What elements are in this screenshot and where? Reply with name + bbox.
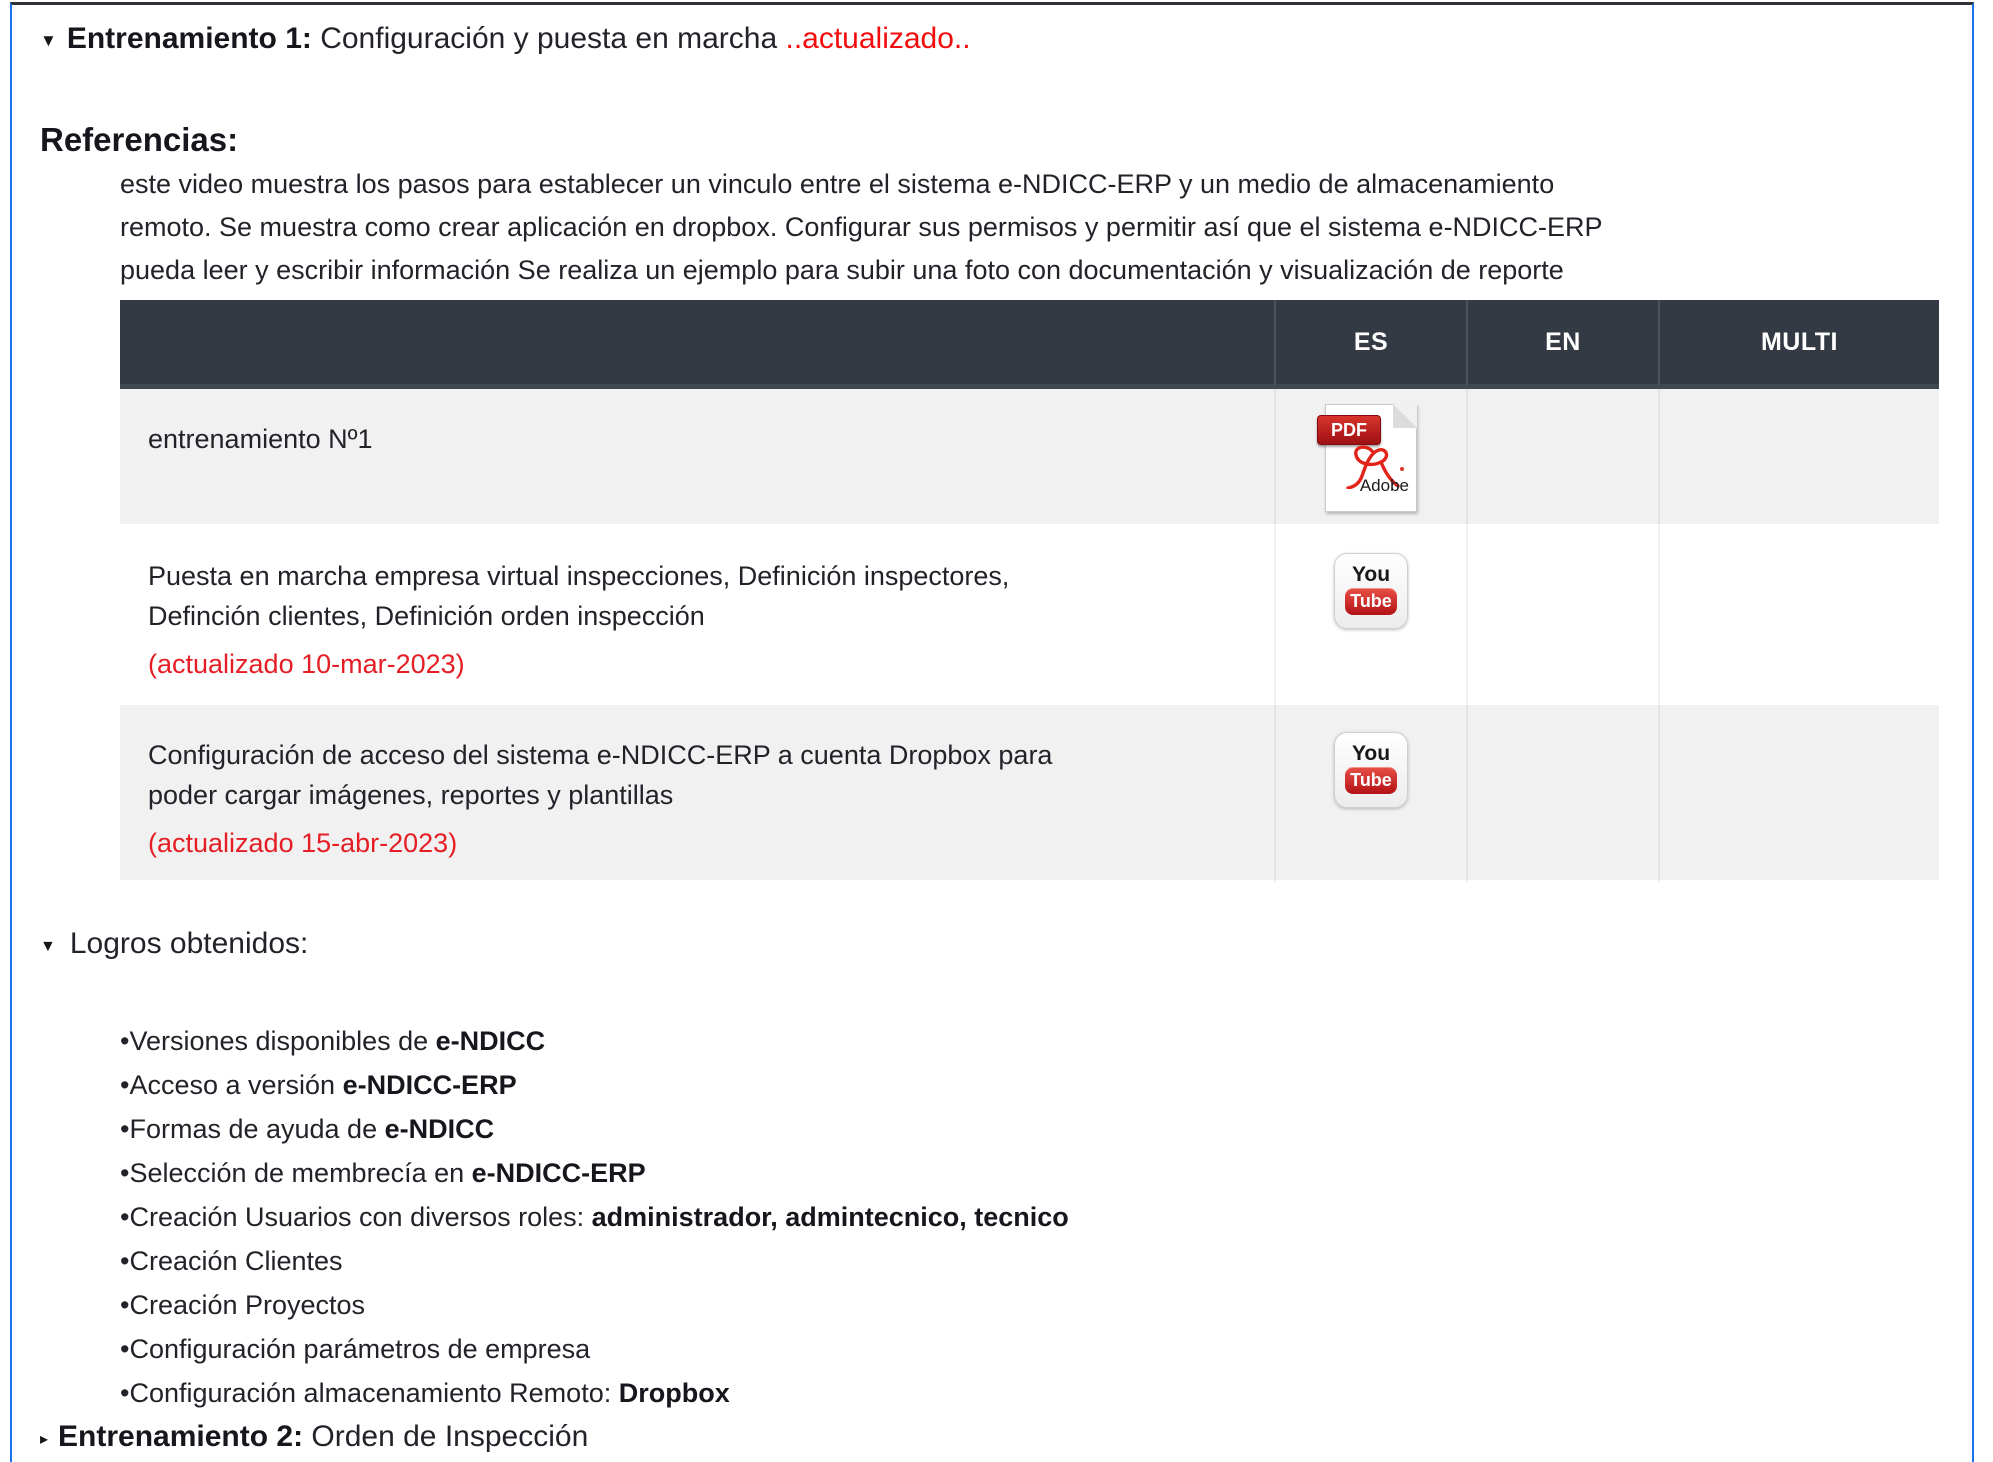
entrenamiento-2-title: Entrenamiento 2: bbox=[58, 1420, 304, 1453]
row-title: poder cargar imágenes, reportes y plantillas bbox=[148, 780, 674, 810]
list-item bbox=[120, 1239, 1972, 1283]
collapse-down-triangle-icon[interactable]: ▼ bbox=[40, 938, 56, 955]
col-header-empty bbox=[120, 300, 1274, 389]
page-content bbox=[12, 5, 1972, 1462]
entrenamiento-1-title: Entrenamiento 1: bbox=[66, 22, 312, 55]
description-line: este video muestra los pasos para establecer un vinculo entre el sistema e-NDICC-ERP y un medio de almacenamiento bbox=[120, 169, 1555, 199]
list-item-text: •Configuración parámetros de empresa bbox=[120, 1334, 591, 1364]
list-item-text: •Formas de ayuda de bbox=[120, 1114, 385, 1144]
es-cell bbox=[1274, 389, 1466, 526]
en-cell bbox=[1466, 526, 1658, 705]
list-item-bold: e-NDICC bbox=[384, 1114, 495, 1144]
list-item-text: •Versiones disponibles de bbox=[120, 1026, 436, 1056]
row-title-cell bbox=[120, 705, 1274, 882]
logros-section-header[interactable] bbox=[40, 922, 1972, 969]
table-row bbox=[120, 526, 1939, 705]
referencias-heading: Referencias: bbox=[40, 121, 239, 158]
list-item-text: •Creación Clientes bbox=[120, 1246, 343, 1276]
multi-cell bbox=[1658, 705, 1939, 882]
youtube-tube-label: Tube bbox=[1345, 767, 1397, 794]
youtube-icon[interactable] bbox=[1334, 553, 1408, 629]
row-title: entrenamiento Nº1 bbox=[148, 424, 373, 454]
row-title: Definción clientes, Definición orden inspección bbox=[148, 601, 705, 631]
collapse-right-triangle-icon[interactable]: ▸ bbox=[40, 1431, 49, 1448]
references-table bbox=[120, 300, 1939, 882]
section-entrenamiento-2-header[interactable] bbox=[40, 1415, 1972, 1462]
entrenamiento-1-subtitle: Configuración y puesta en marcha bbox=[311, 22, 786, 55]
list-item-bold: e-NDICC-ERP bbox=[471, 1158, 646, 1188]
collapse-down-triangle-icon[interactable]: ▼ bbox=[40, 31, 57, 50]
row-title-cell bbox=[120, 526, 1274, 705]
logros-list bbox=[120, 1019, 1972, 1415]
list-item-text: •Acceso a versión bbox=[120, 1070, 343, 1100]
description-line: pueda leer y escribir información Se realiza un ejemplo para subir una foto con documentación y visualización de reporte bbox=[120, 255, 1564, 285]
entrenamiento-1-updated-flag: ..actualizado.. bbox=[785, 22, 971, 55]
page-fold-decoration bbox=[1393, 404, 1417, 428]
entrenamiento-2-subtitle: Orden de Inspección bbox=[303, 1420, 589, 1453]
page-frame bbox=[10, 2, 1974, 1462]
row-title: Puesta en marcha empresa virtual inspecciones, Definición inspectores, bbox=[148, 561, 1010, 591]
table-row bbox=[120, 705, 1939, 882]
es-cell bbox=[1274, 705, 1466, 882]
section-entrenamiento-1-header[interactable] bbox=[40, 17, 1972, 63]
multi-cell bbox=[1658, 389, 1939, 526]
list-item bbox=[120, 1195, 1972, 1239]
list-item-text: •Selección de membrecía en bbox=[120, 1158, 472, 1188]
list-item-bold: e-NDICC bbox=[435, 1026, 546, 1056]
en-cell bbox=[1466, 389, 1658, 526]
table-header-row bbox=[120, 300, 1939, 389]
list-item bbox=[120, 1327, 1972, 1371]
list-item bbox=[120, 1151, 1972, 1195]
list-item bbox=[120, 1283, 1972, 1327]
references-table-wrap bbox=[120, 300, 1972, 882]
list-item-text: •Creación Proyectos bbox=[120, 1290, 366, 1320]
list-item bbox=[120, 1107, 1972, 1151]
row-title-cell bbox=[120, 389, 1274, 526]
description-line: remoto. Se muestra como crear aplicación en dropbox. Configurar sus permisos y permitir así que el sistema e-NDICC-ERP bbox=[120, 212, 1603, 242]
pdf-badge-label: PDF bbox=[1317, 415, 1381, 445]
list-item-bold: e-NDICC-ERP bbox=[342, 1070, 517, 1100]
col-header-multi: MULTI bbox=[1658, 300, 1939, 389]
es-cell bbox=[1274, 526, 1466, 705]
row-updated-date: (actualizado 10-mar-2023) bbox=[148, 649, 465, 679]
list-item bbox=[120, 1063, 1972, 1107]
list-item-text: •Creación Usuarios con diversos roles: bbox=[120, 1202, 592, 1232]
pdf-icon[interactable] bbox=[1325, 404, 1417, 512]
multi-cell bbox=[1658, 526, 1939, 705]
list-item bbox=[120, 1019, 1972, 1063]
row-updated-date: (actualizado 15-abr-2023) bbox=[148, 828, 458, 858]
youtube-icon[interactable] bbox=[1334, 732, 1408, 808]
list-item-bold: Dropbox bbox=[618, 1378, 730, 1408]
list-item-text: •Configuración almacenamiento Remoto: bbox=[120, 1378, 619, 1408]
youtube-you-label: You bbox=[1351, 563, 1391, 586]
col-header-en: EN bbox=[1466, 300, 1658, 389]
youtube-you-label: You bbox=[1351, 742, 1391, 765]
row-title: Configuración de acceso del sistema e-NDICC-ERP a cuenta Dropbox para bbox=[148, 740, 1053, 770]
col-header-es: ES bbox=[1274, 300, 1466, 389]
logros-heading: Logros obtenidos: bbox=[69, 927, 309, 960]
list-item bbox=[120, 1371, 1972, 1415]
en-cell bbox=[1466, 705, 1658, 882]
adobe-brand-label: Adobe bbox=[1359, 476, 1409, 495]
list-item-bold: administrador, admintecnico, tecnico bbox=[591, 1202, 1069, 1232]
table-row bbox=[120, 389, 1939, 526]
youtube-tube-label: Tube bbox=[1345, 588, 1397, 615]
referencias-description bbox=[120, 163, 1972, 292]
